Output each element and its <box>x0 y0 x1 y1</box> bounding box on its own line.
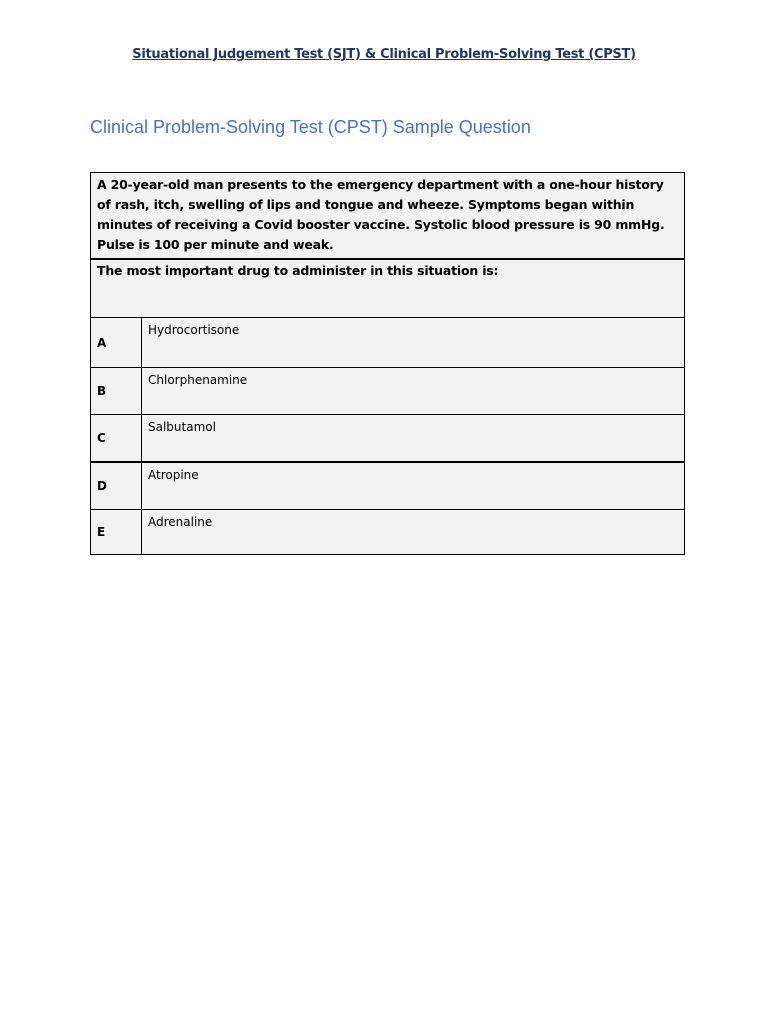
option-row-b <box>91 368 685 415</box>
option-text: Adrenaline <box>142 510 685 555</box>
option-text: Hydrocortisone <box>142 318 685 368</box>
option-row-c <box>91 415 685 463</box>
question-lead-in-row <box>91 259 685 318</box>
option-letter: A <box>91 318 142 368</box>
question-stem: A 20-year-old man presents to the emergency department with a one-hour history of rash, itch, swelling of lips and tongue and wheeze. Symptoms began within minutes of receiving a Covid booster vaccine. Systolic blood pressure is 90 mmHg. Pulse is 100 per minute and weak. <box>91 173 685 260</box>
option-letter: E <box>91 510 142 555</box>
option-letter: B <box>91 368 142 415</box>
question-stem-row <box>91 173 685 260</box>
question-table <box>90 172 685 555</box>
document-header-title: Situational Judgement Test (SJT) & Clinical Problem-Solving Test (CPST) <box>132 47 636 62</box>
option-letter: C <box>91 415 142 463</box>
option-text: Atropine <box>142 462 685 510</box>
option-text: Salbutamol <box>142 415 685 463</box>
option-letter: D <box>91 462 142 510</box>
question-lead-in: The most important drug to administer in this situation is: <box>91 259 685 318</box>
section-heading: Clinical Problem-Solving Test (CPST) Sample Question <box>90 117 531 137</box>
option-row-d <box>91 462 685 510</box>
option-row-a <box>91 318 685 368</box>
option-row-e <box>91 510 685 555</box>
option-text: Chlorphenamine <box>142 368 685 415</box>
